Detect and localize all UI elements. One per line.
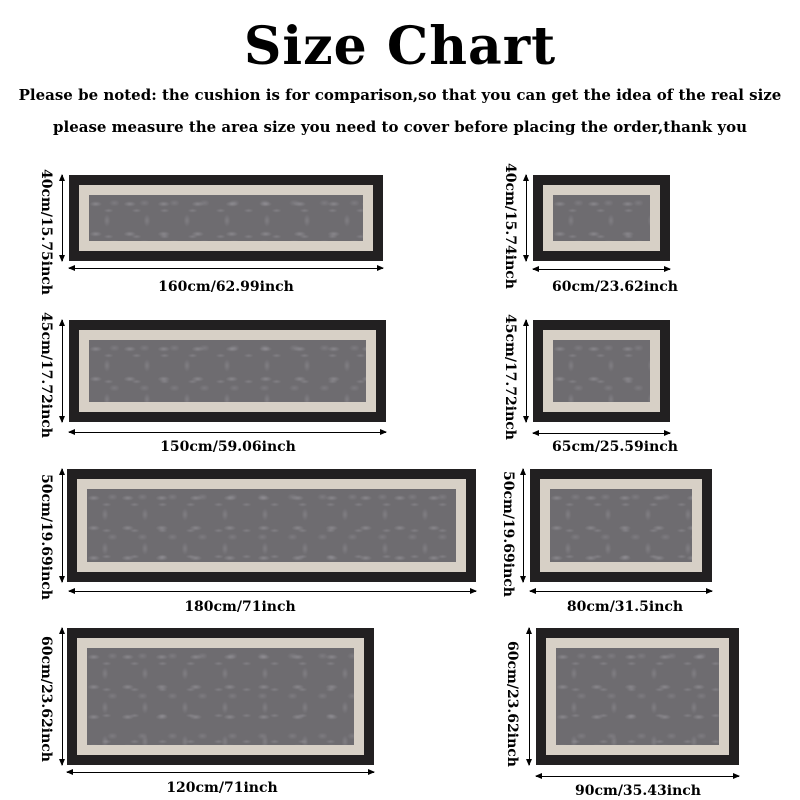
rug-image <box>530 469 712 582</box>
width-label: 90cm/35.43inch <box>575 783 701 799</box>
width-arrow <box>533 269 670 270</box>
width-label: 60cm/23.62inch <box>552 279 678 295</box>
rug-image <box>67 628 374 765</box>
width-arrow <box>67 772 374 773</box>
height-arrow <box>526 175 527 261</box>
rug-center-pattern <box>550 489 692 562</box>
width-label: 180cm/71inch <box>184 599 296 615</box>
rug-border <box>77 638 364 755</box>
rug-center-pattern <box>553 195 650 241</box>
height-arrow <box>62 628 63 765</box>
width-arrow <box>69 268 383 269</box>
height-arrow <box>62 320 63 422</box>
rug-image <box>67 469 476 582</box>
rug-border <box>546 638 729 755</box>
rug-border <box>79 185 373 251</box>
rug-center-pattern <box>556 648 719 745</box>
rug-image <box>533 320 670 422</box>
rug-center-pattern <box>87 648 354 745</box>
width-arrow <box>533 433 670 434</box>
rug-center-pattern <box>553 340 650 402</box>
width-arrow <box>69 432 386 433</box>
height-arrow <box>62 469 63 582</box>
rug-image <box>536 628 739 765</box>
width-arrow <box>69 591 476 592</box>
comparison-note: Please be noted: the cushion is for comparison,so that you can get the idea of the real size <box>18 86 782 104</box>
rug-center-pattern <box>87 489 456 562</box>
rug-border <box>540 479 702 572</box>
width-label: 150cm/59.06inch <box>160 439 296 455</box>
width-arrow <box>530 591 712 592</box>
rug-border <box>543 185 660 251</box>
rug-border <box>543 330 660 412</box>
height-arrow <box>523 469 524 582</box>
page-title: Size Chart <box>243 16 557 77</box>
rug-image <box>69 320 386 422</box>
rug-image <box>69 175 383 261</box>
width-label: 65cm/25.59inch <box>552 439 678 455</box>
height-arrow <box>526 320 527 422</box>
width-label: 120cm/71inch <box>166 780 278 796</box>
rug-image <box>533 175 670 261</box>
measure-note: please measure the area size you need to cover before placing the order,thank you <box>53 118 747 136</box>
width-arrow <box>536 776 739 777</box>
rug-border <box>79 330 376 412</box>
rug-center-pattern <box>89 340 366 402</box>
rug-center-pattern <box>89 195 363 241</box>
height-arrow <box>529 628 530 765</box>
width-label: 160cm/62.99inch <box>158 279 294 295</box>
rug-border <box>77 479 466 572</box>
width-label: 80cm/31.5inch <box>566 599 684 615</box>
height-arrow <box>62 175 63 261</box>
